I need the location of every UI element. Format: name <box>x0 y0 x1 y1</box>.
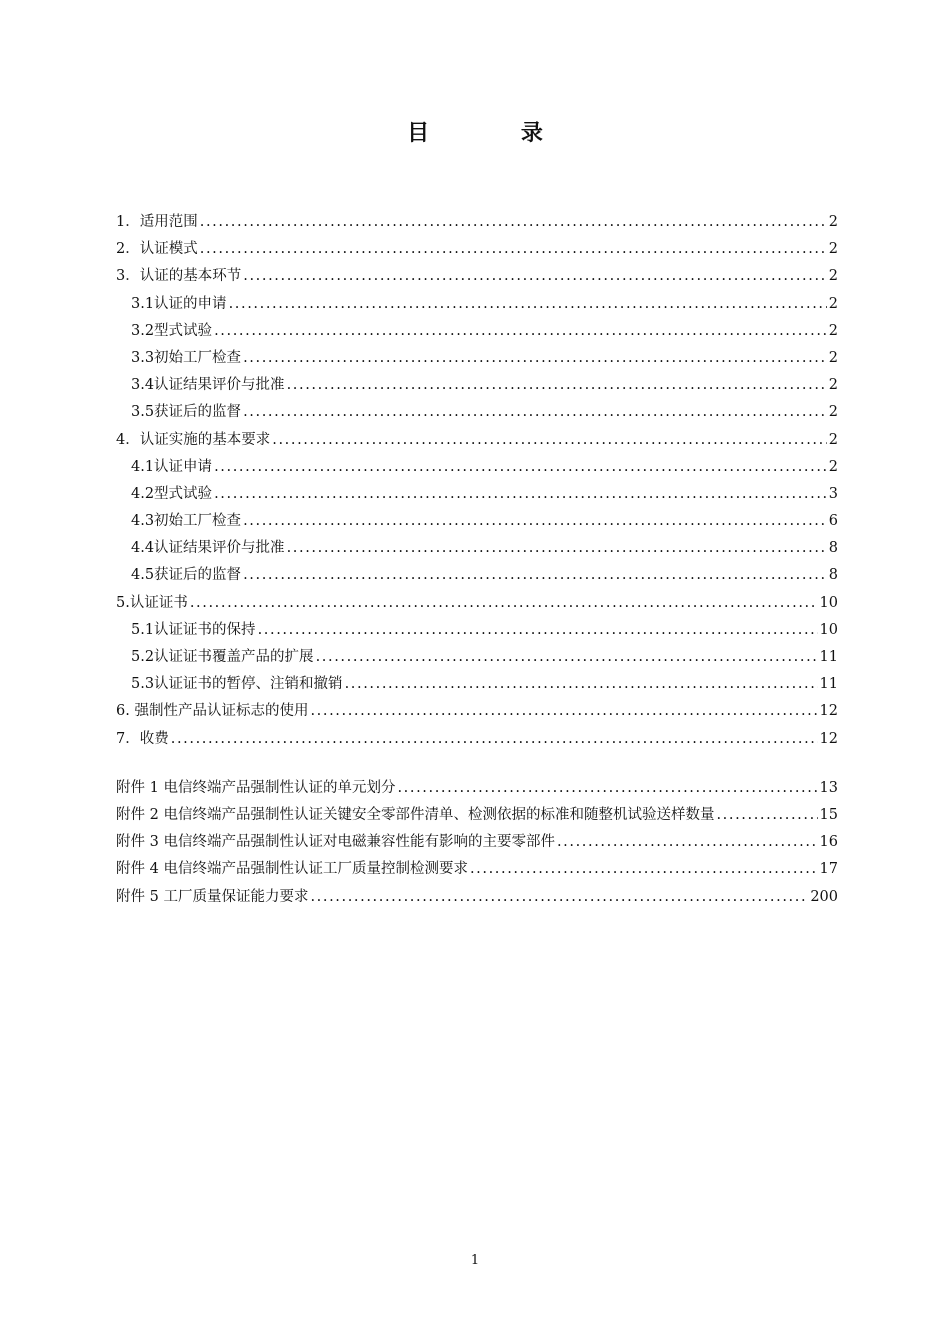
dot-leader <box>243 263 827 290</box>
dot-leader <box>470 856 818 883</box>
toc-entry-page: 13 <box>819 779 838 796</box>
dot-leader <box>287 372 827 399</box>
toc-appendix-1[interactable] <box>116 775 838 802</box>
toc-entry-page: 11 <box>819 676 838 693</box>
toc-entry-page: 2 <box>828 322 838 339</box>
toc-entry-page: 16 <box>819 834 838 851</box>
toc-entry-page: 3 <box>828 485 838 502</box>
toc-entry-label: 2．认证模式 <box>116 241 198 258</box>
dot-leader <box>345 671 818 698</box>
toc-entry-label: 4．认证实施的基本要求 <box>116 431 271 448</box>
toc-appendix-4[interactable] <box>116 856 838 883</box>
toc-entry-label: 1．适用范围 <box>116 214 198 230</box>
dot-leader <box>229 291 827 318</box>
toc-entry-page: 2 <box>828 377 838 394</box>
toc-entry-page: 10 <box>819 621 838 638</box>
dot-leader <box>243 399 827 426</box>
toc-entry-3-4[interactable] <box>116 372 838 399</box>
dot-leader <box>397 775 817 802</box>
toc-entry-4-2[interactable] <box>116 481 838 508</box>
toc-entry-label: 5.认证证书 <box>116 594 188 611</box>
dot-leader <box>272 427 827 454</box>
toc-entry-3-5[interactable] <box>116 399 838 426</box>
toc-entry-label: 5.1认证证书的保持 <box>131 621 256 638</box>
toc-entry-3-1[interactable] <box>116 291 838 318</box>
dot-leader <box>310 698 817 725</box>
dot-leader <box>200 236 827 263</box>
toc-entry-5-1[interactable] <box>116 617 838 644</box>
page-number: 1 <box>470 1253 480 1268</box>
toc-entry-page: 8 <box>828 540 838 557</box>
toc-entry-5-3[interactable] <box>116 671 838 698</box>
dot-leader <box>214 454 827 481</box>
toc-entry-label: 3.3初始工厂检查 <box>131 349 242 366</box>
toc-entry-label: 3.2型式试验 <box>131 322 213 339</box>
toc-entry-label: 3.1认证的申请 <box>131 295 227 312</box>
toc-entry-label: 5.2认证证书覆盖产品的扩展 <box>131 649 314 665</box>
toc-entry-page: 17 <box>819 861 838 878</box>
toc-entry-page: 2 <box>828 431 838 448</box>
toc-appendix-2[interactable] <box>116 802 838 829</box>
dot-leader <box>287 535 827 562</box>
dot-leader <box>716 802 817 829</box>
dot-leader <box>190 590 818 617</box>
toc-entry-label: 3．认证的基本环节 <box>116 268 242 285</box>
dot-leader <box>171 726 818 753</box>
toc-entry-page: 2 <box>828 404 838 421</box>
toc-entry-page: 2 <box>828 268 838 285</box>
toc-entry-label: 附件 2 电信终端产品强制性认证关键安全零部件清单、检测依据的标准和随整机试验送样数量 <box>116 806 715 823</box>
dot-leader <box>200 209 827 236</box>
toc-entry-2[interactable] <box>116 236 838 263</box>
section-spacer <box>116 753 838 775</box>
toc-entry-4-1[interactable] <box>116 454 838 481</box>
toc-entry-3-2[interactable] <box>116 318 838 345</box>
toc-entry-5[interactable] <box>116 590 838 617</box>
dot-leader <box>243 345 827 372</box>
dot-leader <box>243 562 827 589</box>
toc-entry-label: 4.3初始工厂检查 <box>131 513 242 530</box>
toc-entry-page: 8 <box>828 567 838 584</box>
toc-entry-3[interactable] <box>116 263 838 290</box>
dot-leader <box>258 617 818 644</box>
dot-leader <box>243 508 827 535</box>
toc-entry-label: 4.2型式试验 <box>131 485 213 502</box>
dot-leader <box>310 884 808 911</box>
toc-entry-label: 附件 3 电信终端产品强制性认证对电磁兼容性能有影响的主要零部件 <box>116 834 555 851</box>
toc-entry-label: 附件 4 电信终端产品强制性认证工厂质量控制检测要求 <box>116 861 468 878</box>
toc-entry-7[interactable] <box>116 726 838 753</box>
toc-entry-4-5[interactable] <box>116 562 838 589</box>
dot-leader <box>214 318 827 345</box>
toc-entry-5-2[interactable] <box>116 644 838 671</box>
table-of-contents <box>116 209 838 911</box>
toc-entry-page: 2 <box>828 458 838 475</box>
toc-entry-label: 4.5获证后的监督 <box>131 567 242 584</box>
toc-entry-page: 12 <box>819 730 838 747</box>
toc-appendix-3[interactable] <box>116 829 838 856</box>
toc-entry-label: 附件 5 工厂质量保证能力要求 <box>116 888 309 905</box>
toc-entry-page: 2 <box>828 214 838 230</box>
toc-entry-6[interactable] <box>116 698 838 725</box>
toc-entry-1[interactable] <box>116 209 838 236</box>
toc-entry-page: 2 <box>828 349 838 366</box>
toc-entry-4[interactable] <box>116 427 838 454</box>
toc-entry-page: 6 <box>828 513 838 530</box>
toc-appendix-5[interactable] <box>116 884 838 911</box>
toc-entry-label: 5.3认证证书的暂停、注销和撤销 <box>131 676 343 693</box>
toc-entry-page: 15 <box>819 806 838 823</box>
toc-entry-label: 4.1认证申请 <box>131 458 213 475</box>
dot-leader <box>557 829 818 856</box>
dot-leader <box>316 644 818 671</box>
toc-entry-label: 6. 强制性产品认证标志的使用 <box>116 703 309 720</box>
toc-entry-page: 10 <box>819 594 838 611</box>
toc-entry-page: 11 <box>819 649 838 665</box>
toc-entry-label: 7．收费 <box>116 730 169 747</box>
toc-entry-label: 3.4认证结果评价与批准 <box>131 377 285 394</box>
dot-leader <box>214 481 827 508</box>
toc-entry-label: 4.4认证结果评价与批准 <box>131 540 285 557</box>
toc-entry-page: 2 <box>828 241 838 258</box>
page-title: 目 录 <box>407 120 585 146</box>
toc-entry-label: 3.5获证后的监督 <box>131 404 242 421</box>
toc-entry-page: 2 <box>828 295 838 312</box>
toc-entry-4-4[interactable] <box>116 535 838 562</box>
toc-entry-page: 12 <box>819 703 838 720</box>
toc-entry-3-3[interactable] <box>116 345 838 372</box>
toc-entry-4-3[interactable] <box>116 508 838 535</box>
toc-entry-label: 附件 1 电信终端产品强制性认证的单元划分 <box>116 779 396 796</box>
toc-entry-page: 200 <box>810 888 838 905</box>
